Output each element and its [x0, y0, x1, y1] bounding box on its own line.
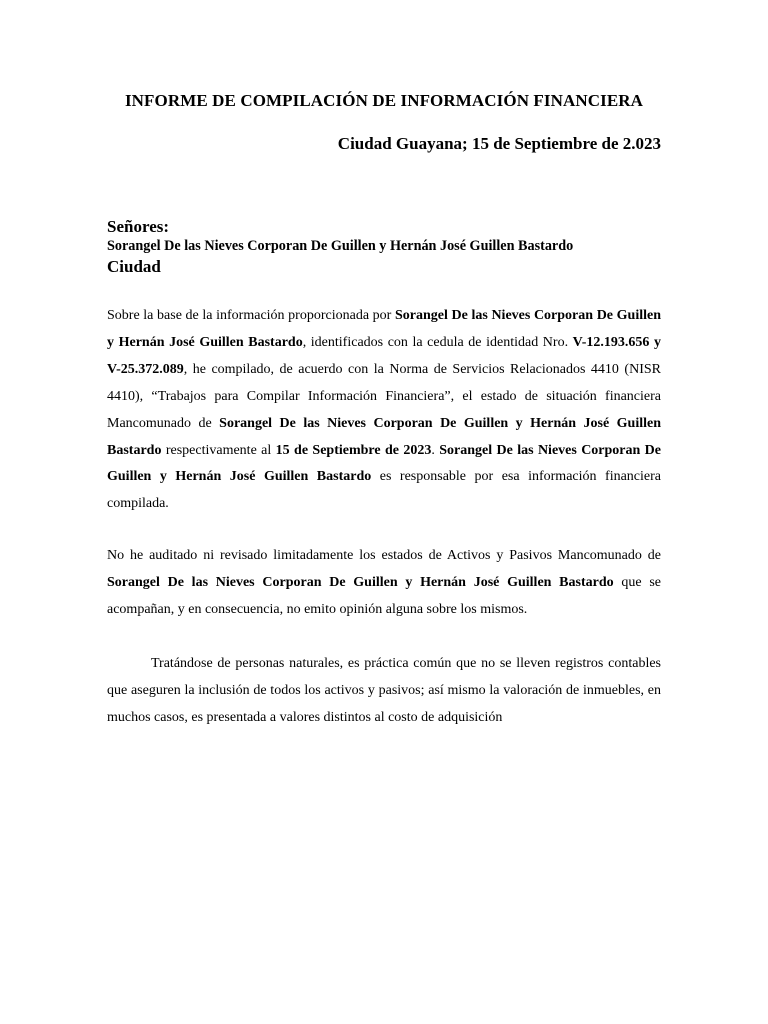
- paragraph-text: que se acompañan, y en consecuencia, no emito opinión alguna sobre los mismos.: [107, 574, 661, 617]
- paragraph-text: Sobre la base de la información proporcionada por: [107, 308, 395, 323]
- client-names: Sorangel De las Nieves Corporan De Guillen y Hernán José Guillen Bastardo: [107, 415, 661, 458]
- city-line: Ciudad: [107, 257, 161, 276]
- paragraph-no-audit: [107, 543, 661, 624]
- addressee: Sorangel De las Nieves Corporan De Guillen y Hernán José Guillen Bastardo: [107, 238, 574, 254]
- salutation: Señores:: [107, 217, 170, 236]
- paragraph-text: respectivamente al: [161, 442, 276, 458]
- report-date: 15 de Septiembre de 2023: [275, 442, 432, 458]
- paragraph-text: , identificados con la cedula de identidad Nro.: [302, 334, 573, 350]
- paragraph-compilation: [107, 303, 661, 518]
- paragraph-text: No he auditado ni revisado limitadamente los estados de Activos y Pasivos Mancomunado de: [107, 548, 661, 563]
- paragraph-text: Tratándose de personas naturales, es práctica común que no se lleven registros contables que aseguren la inclusión de todos los activos y pasivos; así mismo la valoración de inmuebles, en muchos casos, es presentada a valores distintos al costo de adquisición: [107, 656, 661, 725]
- date-line: Ciudad Guayana; 15 de Septiembre de 2.023: [337, 134, 661, 153]
- paragraph-natural-persons: [107, 651, 661, 732]
- client-names: Sorangel De las Nieves Corporan De Guillen y Hernán José Guillen Bastardo: [107, 308, 661, 350]
- paragraph-text: , he compilado, de acuerdo con la Norma de Servicios Relacionados 4410 (NISR 4410), “Trabajos para Compilar Información Financiera”, el estado de situación financiera Mancomunado de: [107, 361, 661, 431]
- id-numbers: V-12.193.656 y V-25.372.089: [107, 334, 661, 377]
- paragraph-text: es responsable por esa información financiera compilada.: [107, 469, 661, 512]
- client-names: Sorangel De las Nieves Corporan De Guillen y Hernán José Guillen Bastardo: [107, 442, 662, 485]
- paragraph-text: .: [431, 442, 440, 458]
- client-names: Sorangel De las Nieves Corporan De Guillen y Hernán José Guillen Bastardo: [107, 574, 614, 590]
- document-title: INFORME DE COMPILACIÓN DE INFORMACIÓN FINANCIERA: [124, 91, 644, 110]
